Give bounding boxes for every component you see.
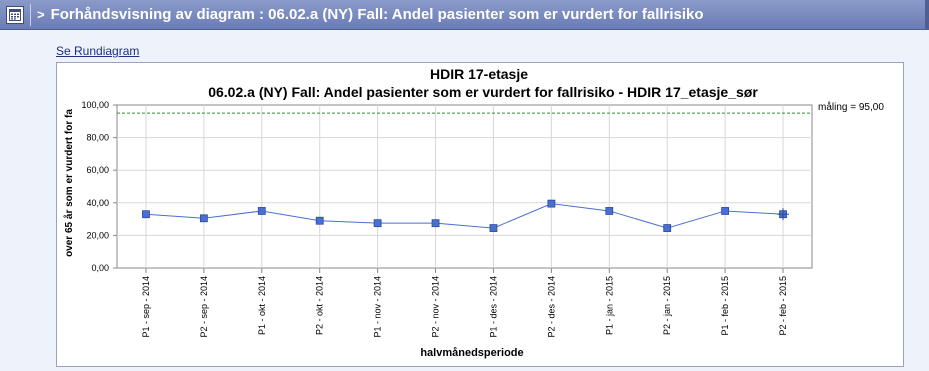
y-tick-label: 40,00 [86,197,109,208]
titlebar-edge [925,0,929,30]
x-tick-label: P2 - jan - 2015 [662,276,673,336]
y-tick-label: 20,00 [86,230,109,241]
data-point[interactable] [722,207,729,214]
y-tick-label: 80,00 [86,132,109,143]
y-tick-label: 60,00 [86,165,109,176]
target-line-label: måling = 95,00 [818,102,884,114]
chevron-right-icon: > [37,7,45,22]
data-point[interactable] [258,207,265,214]
x-tick-label: P1 - sep - 2014 [140,276,151,338]
data-point[interactable] [432,220,439,227]
x-tick-label: P1 - nov - 2014 [372,276,383,338]
x-tick-label: P2 - sep - 2014 [198,276,209,338]
plot-area [117,105,812,268]
chart-subtitle: 06.02.a (NY) Fall: Andel pasienter som er vurdert for fallrisiko - HDIR 17_etasje_sør [208,84,758,100]
x-tick-label: P1 - okt - 2014 [256,276,267,336]
x-tick-label: P1 - feb - 2015 [720,276,731,336]
x-tick-label: P1 - jan - 2015 [604,276,615,336]
data-point[interactable] [606,207,613,214]
chart-title: HDIR 17-etasje [429,66,529,82]
x-tick-label: P1 - des - 2014 [488,276,499,338]
x-tick-label: P2 - des - 2014 [546,276,557,338]
line-chart [57,63,903,366]
y-axis-label: over 65 år som er vurdert for fa [64,109,75,257]
data-point[interactable] [664,225,671,232]
calendar-grid-icon [6,6,24,24]
data-point[interactable] [142,211,149,218]
titlebar-divider [30,4,31,26]
x-tick-label: P2 - okt - 2014 [314,276,325,336]
window-titlebar [0,0,929,30]
x-tick-label: P2 - feb - 2015 [778,276,789,336]
se-rundiagram-link[interactable]: Se Rundiagram [56,44,140,58]
window-title: Forhåndsvisning av diagram : 06.02.a (NY) Fall: Andel pasienter som er vurdert for fallrisiko [50,6,704,23]
x-tick-label: P2 - nov - 2014 [430,276,441,338]
data-point[interactable] [548,200,555,207]
chart-container [56,62,904,367]
y-tick-label: 100,00 [81,100,109,110]
data-point[interactable] [316,217,323,224]
data-point[interactable] [374,220,381,227]
x-axis-label: halvmånedsperiode [420,347,524,359]
data-point[interactable] [490,225,497,232]
data-point[interactable] [200,215,207,222]
y-tick-label: 0,00 [91,263,109,273]
